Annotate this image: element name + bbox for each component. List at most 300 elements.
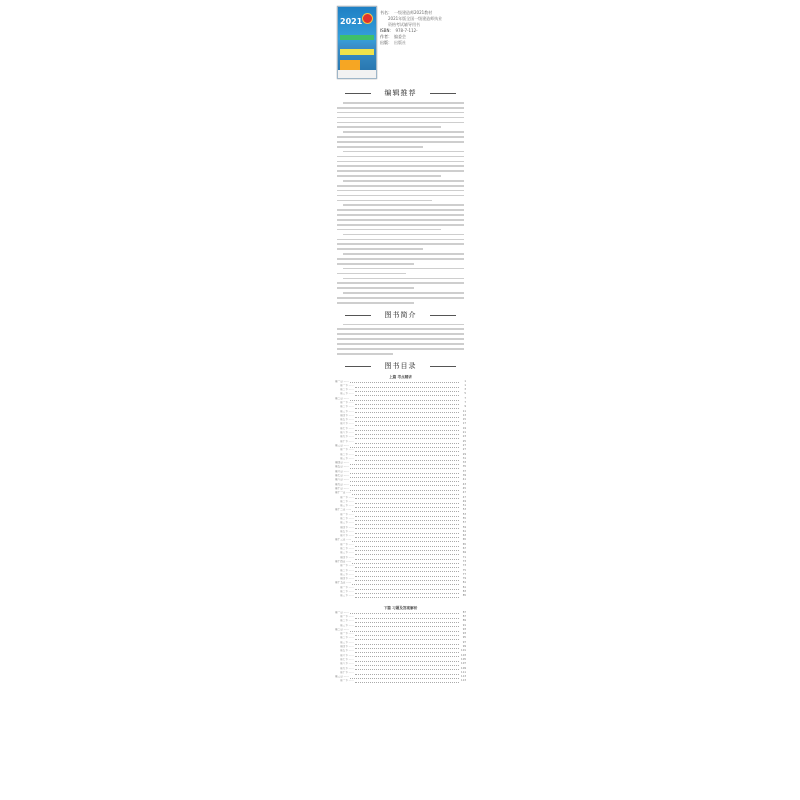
toc-row-page: 57 — [462, 521, 466, 525]
book-info-row — [380, 40, 466, 46]
toc-row-page: 1 — [464, 383, 466, 387]
toc-row-page: 3 — [464, 388, 466, 392]
text-line — [343, 292, 464, 294]
intro-title-text: 图书简介 — [384, 310, 417, 319]
toc-row-page: 39 — [462, 474, 466, 478]
toc-row-page: 65 — [462, 542, 466, 546]
book-info-label: 书名： — [380, 10, 392, 15]
toc-dot-leader — [355, 414, 459, 417]
book-info — [380, 10, 466, 46]
toc-dot-leader — [355, 641, 459, 644]
toc-row-label: 第五节 …… — [340, 649, 354, 653]
toc-row — [335, 483, 466, 487]
toc-row-label: 第二节 …… — [340, 590, 354, 594]
section-title-intro — [333, 310, 468, 320]
toc-row — [335, 628, 466, 632]
toc-row-label: 第十二章 …… — [335, 508, 352, 512]
toc-row — [335, 556, 466, 560]
toc-row — [335, 384, 466, 388]
title-rule-right — [430, 93, 456, 94]
toc-row-page: 9 — [464, 405, 466, 409]
toc-row-page: 101 — [461, 649, 466, 653]
toc-dot-leader — [355, 432, 459, 435]
toc-dot-leader — [350, 462, 459, 465]
cover-yellow-band — [340, 49, 374, 55]
toc-row-label: 第一节 …… — [340, 585, 354, 589]
text-line — [343, 268, 464, 270]
toc-row-label: 第一节 …… — [340, 632, 354, 636]
toc-row — [335, 461, 466, 465]
toc-row-page: 5 — [464, 392, 466, 396]
toc-row — [335, 547, 466, 551]
toc-row-page: 47 — [462, 495, 466, 499]
toc-row-page: 45 — [462, 486, 466, 490]
toc-row — [335, 496, 466, 500]
toc-row — [335, 444, 466, 448]
toc-row — [335, 636, 466, 640]
toc-dot-leader — [355, 522, 459, 525]
text-line — [337, 302, 414, 304]
toc-row-page: 25 — [462, 439, 466, 443]
toc-row — [335, 619, 466, 623]
cover-orange-band — [340, 60, 360, 70]
toc-row — [335, 551, 466, 555]
toc-row-page: 79 — [462, 577, 466, 581]
toc-row — [335, 513, 466, 517]
toc-row — [335, 427, 466, 431]
toc-row-page: 17 — [462, 422, 466, 426]
toc-row-page: 7 — [464, 396, 466, 400]
toc-row-label: 第六章 …… — [335, 469, 349, 473]
text-line — [337, 170, 464, 172]
toc-part2 — [335, 611, 466, 684]
toc-dot-leader — [355, 633, 459, 636]
text-line — [337, 126, 441, 128]
toc-row-page: 65 — [462, 538, 466, 542]
toc-row — [335, 521, 466, 525]
toc-row — [335, 675, 466, 679]
book-info-label: 作者： — [380, 34, 392, 39]
toc-dot-leader — [350, 466, 459, 469]
toc-row-page: 27 — [462, 443, 466, 447]
text-line — [343, 151, 464, 153]
toc-row — [335, 508, 466, 512]
toc-row-label: 第十一章 …… — [335, 491, 352, 495]
text-line — [337, 343, 464, 345]
text-line — [337, 273, 406, 275]
toc-row-label: 第九节 …… — [340, 435, 354, 439]
toc-row-label: 第一节 …… — [340, 512, 354, 516]
toc-dot-leader — [355, 615, 459, 618]
toc-dot-leader — [355, 410, 459, 413]
toc-row — [335, 410, 466, 414]
toc-dot-leader — [355, 496, 459, 499]
toc-row-label: 第三节 …… — [340, 551, 354, 555]
text-line — [337, 112, 464, 114]
toc-dot-leader — [355, 505, 459, 508]
toc-row-label: 第九章 …… — [335, 482, 349, 486]
cover-bottom-strip — [338, 70, 376, 78]
toc-row — [335, 380, 466, 384]
toc-dot-leader — [355, 530, 459, 533]
toc-dot-leader — [350, 483, 459, 486]
toc-row-page: 49 — [462, 499, 466, 503]
title-rule-right — [430, 315, 456, 316]
toc-row-label: 第三节 …… — [340, 521, 354, 525]
toc-row-page: 69 — [462, 551, 466, 555]
text-line — [337, 122, 464, 124]
toc-dot-leader — [355, 586, 459, 589]
toc-dot-leader — [355, 658, 459, 661]
toc-row-page: 61 — [462, 529, 466, 533]
text-line — [337, 224, 464, 226]
toc-row-label: 第二节 …… — [340, 452, 354, 456]
toc-dot-leader — [355, 419, 459, 422]
toc-row — [335, 573, 466, 577]
toc-row — [335, 569, 466, 573]
toc-row-label: 第五节 …… — [340, 418, 354, 422]
toc-dot-leader — [350, 676, 459, 679]
toc-dot-leader — [355, 556, 459, 559]
toc-row — [335, 641, 466, 645]
text-line — [343, 102, 464, 104]
text-line — [343, 204, 464, 206]
toc-row-page: 43 — [462, 482, 466, 486]
toc-dot-leader — [355, 393, 459, 396]
toc-row-page: 75 — [462, 568, 466, 572]
toc-row — [335, 405, 466, 409]
toc-row-page: 81 — [462, 581, 466, 585]
toc-row-label: 第二节 …… — [340, 517, 354, 520]
toc-title-text: 图书目录 — [384, 361, 417, 370]
toc-row — [335, 491, 466, 495]
toc-row-label: 第三节 …… — [340, 409, 354, 413]
toc-row-label: 第二节 …… — [340, 568, 354, 572]
document-page — [333, 0, 468, 800]
toc-part2-title: 下篇 习题及答案解析 — [383, 605, 418, 610]
text-line — [337, 338, 464, 340]
toc-row — [335, 388, 466, 392]
toc-row — [335, 470, 466, 474]
text-line — [337, 248, 423, 250]
toc-row-page: 41 — [462, 478, 466, 482]
toc-row — [335, 594, 466, 598]
book-info-value: 一级建造师2021教材 — [394, 10, 433, 15]
toc-dot-leader — [350, 380, 459, 383]
toc-dot-leader — [355, 667, 459, 670]
toc-dot-leader — [355, 427, 459, 430]
toc-dot-leader — [355, 671, 459, 674]
toc-dot-leader — [355, 637, 459, 640]
toc-row — [335, 645, 466, 649]
toc-row — [335, 624, 466, 628]
toc-row-page: 21 — [462, 431, 466, 435]
toc-row-label: 第二节 …… — [340, 619, 354, 623]
cover-year: 2021 — [340, 17, 363, 26]
toc-dot-leader — [355, 457, 459, 460]
toc-dot-leader — [355, 680, 459, 683]
toc-row — [335, 517, 466, 521]
toc-row-page: 23 — [462, 435, 466, 439]
text-line — [337, 287, 414, 289]
toc-row — [335, 457, 466, 461]
toc-row-label: 第三节 …… — [340, 623, 354, 627]
toc-row-page: 95 — [462, 636, 466, 640]
intro-body — [337, 324, 464, 355]
toc-row — [335, 534, 466, 538]
text-line — [337, 229, 441, 231]
toc-row-label: 第五节 …… — [340, 529, 354, 533]
toc-part1-title: 上篇 考点精讲 — [389, 374, 412, 379]
cover-green-band — [340, 35, 374, 40]
toc-row-page: 105 — [461, 657, 466, 661]
toc-row — [335, 431, 466, 435]
toc-row-label: 第三节 …… — [340, 504, 354, 508]
toc-row-label: 第一章 …… — [335, 379, 349, 383]
toc-dot-leader — [355, 650, 459, 653]
toc-dot-leader — [355, 389, 459, 392]
toc-row-page: 15 — [462, 418, 466, 422]
toc-row-label: 第十四章 …… — [335, 559, 352, 563]
toc-row — [335, 440, 466, 444]
toc-dot-leader — [355, 513, 459, 516]
section-title-toc — [333, 361, 468, 371]
toc-dot-leader — [350, 474, 459, 477]
toc-row-label: 第一节 …… — [340, 564, 354, 568]
toc-dot-leader — [355, 500, 459, 503]
toc-row-page: 103 — [461, 653, 466, 657]
toc-row-label: 第一章 …… — [335, 610, 349, 614]
toc-row — [335, 679, 466, 683]
toc-row — [335, 448, 466, 452]
toc-row-page: 47 — [462, 491, 466, 495]
toc-row-page: 37 — [462, 469, 466, 473]
toc-row-label: 第八章 …… — [335, 478, 349, 482]
toc-row-label: 第三节 …… — [340, 392, 354, 396]
toc-dot-leader — [350, 397, 459, 400]
toc-row — [335, 474, 466, 478]
text-line — [343, 180, 464, 182]
toc-row-label: 第二节 …… — [340, 388, 354, 392]
toc-row-label: 第五章 …… — [335, 465, 349, 469]
toc-row-page: 89 — [462, 619, 466, 623]
book-header — [333, 0, 468, 84]
toc-row-page: 81 — [462, 585, 466, 589]
toc-row-label: 第六节 …… — [340, 534, 354, 538]
toc-row — [335, 654, 466, 658]
section-title-recommend — [333, 88, 468, 98]
toc-row-page: 93 — [462, 627, 466, 631]
book-info-value: 出版社 — [394, 40, 406, 45]
toc-row-page: 87 — [462, 614, 466, 618]
text-line — [337, 107, 464, 109]
text-line — [337, 348, 464, 350]
toc-row — [335, 577, 466, 581]
toc-row-label: 第四节 …… — [340, 577, 354, 581]
toc-row-label: 第一节 …… — [340, 448, 354, 452]
toc-dot-leader — [355, 406, 459, 409]
text-line — [337, 156, 464, 158]
text-line — [337, 200, 432, 202]
toc-row-page: 27 — [462, 448, 466, 452]
toc-row-page: 67 — [462, 547, 466, 551]
toc-row-page: 83 — [462, 590, 466, 594]
toc-row-label: 第二章 …… — [335, 396, 349, 400]
toc-row-page: 71 — [462, 555, 466, 559]
toc-row-label: 第二节 …… — [340, 547, 354, 551]
text-line — [343, 131, 464, 133]
toc-dot-leader — [350, 470, 459, 473]
text-line — [337, 161, 464, 163]
toc-row-page: 87 — [462, 610, 466, 614]
toc-row-label: 第八节 …… — [340, 662, 354, 666]
toc-row-label: 第一节 …… — [340, 400, 354, 404]
toc-dot-leader — [355, 620, 459, 623]
toc-dot-leader — [350, 487, 459, 490]
toc-dot-leader — [352, 492, 459, 495]
toc-row-page: 35 — [462, 465, 466, 469]
book-info-value: 978-7-112- — [395, 28, 418, 33]
toc-row-label: 第四节 …… — [340, 413, 354, 417]
toc-row-label: 第一节 …… — [340, 614, 354, 618]
toc-dot-leader — [350, 611, 459, 614]
toc-row-label: 第八节 …… — [340, 431, 354, 435]
title-rule-right — [430, 366, 456, 367]
text-line — [337, 258, 464, 260]
text-line — [337, 239, 464, 241]
toc-dot-leader — [350, 444, 459, 447]
toc-row — [335, 504, 466, 508]
book-info-label: 出版： — [380, 40, 392, 45]
toc-dot-leader — [355, 548, 459, 551]
toc-row — [335, 418, 466, 422]
book-info-value: 编委会 — [394, 34, 406, 39]
toc-row-label: 第六节 …… — [340, 653, 354, 657]
text-line — [337, 214, 464, 216]
toc-row — [335, 649, 466, 653]
toc-row-page: 93 — [462, 632, 466, 636]
toc-row-page: 97 — [462, 640, 466, 644]
toc-row-label: 第四章 …… — [335, 461, 349, 465]
toc-row-label: 第六节 …… — [340, 422, 354, 426]
toc-row — [335, 662, 466, 666]
toc-dot-leader — [355, 436, 459, 439]
toc-row — [335, 465, 466, 469]
toc-dot-leader — [352, 509, 459, 512]
toc-row-page: 31 — [462, 456, 466, 460]
toc-row-page: 99 — [462, 645, 466, 649]
text-line — [337, 175, 441, 177]
toc-row-label: 第十节 …… — [340, 670, 354, 674]
toc-row-label: 第四节 …… — [340, 525, 354, 529]
toc-row-page: 111 — [461, 670, 466, 674]
toc-row-label: 第四节 …… — [340, 555, 354, 559]
toc-row-label: 第三章 …… — [335, 443, 349, 447]
toc-row-page: 13 — [462, 413, 466, 417]
book-info-label: ISBN： — [380, 28, 394, 33]
toc-dot-leader — [352, 539, 459, 542]
toc-row-page: 113 — [461, 675, 466, 679]
toc-row — [335, 564, 466, 568]
toc-row — [335, 453, 466, 457]
toc-row — [335, 615, 466, 619]
title-rule-left — [345, 366, 371, 367]
toc-dot-leader — [355, 569, 459, 572]
toc-row-page: 53 — [462, 512, 466, 516]
toc-row-label: 第四节 …… — [340, 645, 354, 649]
toc-row-label: 第三节 …… — [340, 594, 354, 598]
book-cover-image — [337, 6, 377, 79]
toc-row-page: 33 — [462, 461, 466, 465]
toc-row — [335, 632, 466, 636]
toc-row-page: 107 — [461, 662, 466, 666]
toc-row-page: 73 — [462, 559, 466, 563]
toc-dot-leader — [355, 578, 459, 581]
text-line — [343, 253, 464, 255]
toc-dot-leader — [355, 401, 459, 404]
toc-row — [335, 581, 466, 585]
toc-row-label: 第二节 …… — [340, 636, 354, 640]
toc-row — [335, 667, 466, 671]
toc-dot-leader — [350, 628, 459, 631]
toc-dot-leader — [355, 663, 459, 666]
toc-row-page: 59 — [462, 525, 466, 529]
toc-row-page: 19 — [462, 426, 466, 430]
toc-row-label: 第三节 …… — [340, 456, 354, 460]
text-line — [337, 136, 464, 138]
toc-row-page: 85 — [462, 594, 466, 598]
toc-row-page: 91 — [462, 623, 466, 627]
toc-row — [335, 478, 466, 482]
toc-dot-leader — [355, 645, 459, 648]
toc-row-label: 第一节 …… — [340, 495, 354, 499]
toc-row — [335, 435, 466, 439]
toc-row-label: 第七章 …… — [335, 474, 349, 478]
title-rule-left — [345, 315, 371, 316]
toc-dot-leader — [355, 543, 459, 546]
text-line — [343, 324, 464, 326]
text-line — [337, 146, 423, 148]
toc-part1 — [335, 380, 466, 599]
toc-row-label: 第二节 …… — [340, 499, 354, 503]
toc-dot-leader — [355, 573, 459, 576]
toc-dot-leader — [355, 423, 459, 426]
text-line — [337, 117, 464, 119]
text-line — [337, 297, 464, 299]
toc-row — [335, 414, 466, 418]
toc-row-label: 第二章 …… — [335, 627, 349, 631]
text-line — [337, 333, 464, 335]
toc-row — [335, 538, 466, 542]
toc-dot-leader — [355, 654, 459, 657]
toc-row-page: 113 — [461, 679, 466, 683]
toc-row-label: 第七节 …… — [340, 657, 354, 661]
text-line — [337, 209, 464, 211]
text-line — [337, 243, 464, 245]
toc-row-label: 第七节 …… — [340, 426, 354, 430]
toc-row — [335, 543, 466, 547]
text-line — [337, 165, 464, 167]
toc-row-page: 63 — [462, 534, 466, 538]
toc-row — [335, 560, 466, 564]
toc-dot-leader — [350, 479, 459, 482]
toc-row-label: 第三节 …… — [340, 640, 354, 644]
toc-row — [335, 586, 466, 590]
text-line — [337, 263, 414, 265]
toc-row — [335, 611, 466, 615]
toc-row — [335, 530, 466, 534]
toc-row-label: 第十节 …… — [340, 439, 354, 443]
